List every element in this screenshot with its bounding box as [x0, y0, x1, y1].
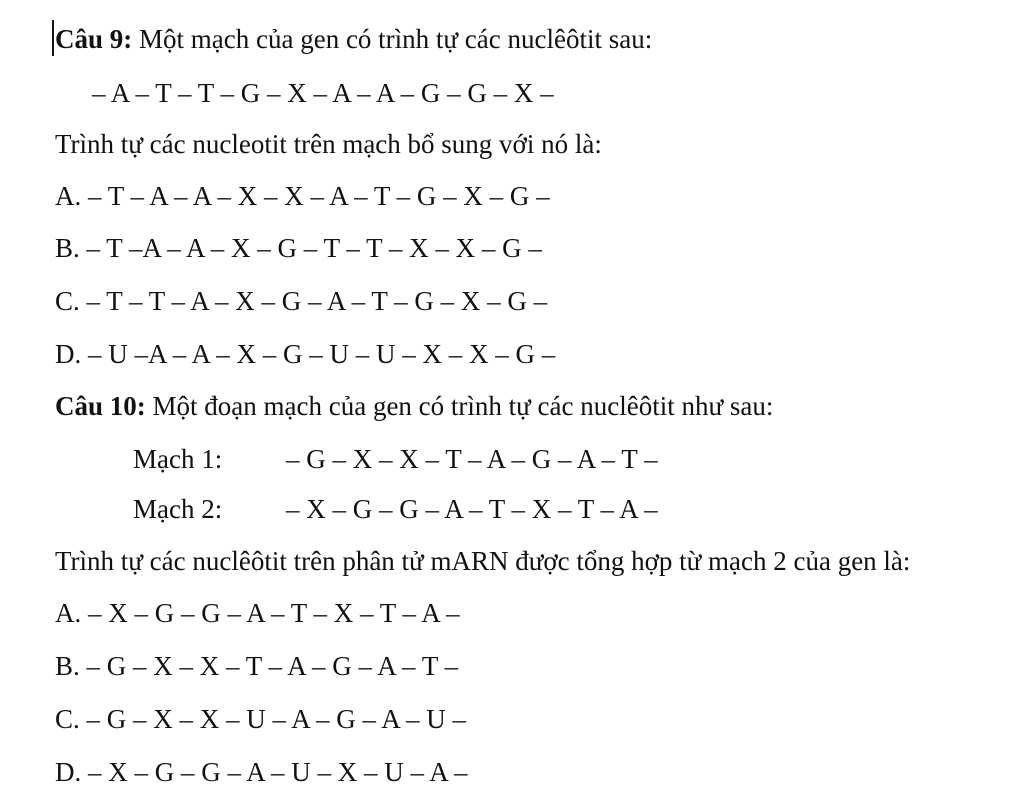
q10-option-c: C. – G – X – X – U – A – G – A – U – [55, 704, 467, 734]
q9-prompt: Một mạch của gen có trình tự các nuclêôtit sau: [132, 24, 653, 54]
q10-option-a: A. – X – G – G – A – T – X – T – A – [55, 598, 460, 628]
q9-option-d: D. – U –A – A – X – G – U – U – X – X – G – [55, 339, 556, 369]
q10-strand2-label: Mạch 2: [133, 494, 223, 524]
q10-heading [55, 393, 773, 420]
q10-strand1-sequence: – G – X – X – T – A – G – A – T – [286, 444, 658, 474]
q9-label: Câu 9: [55, 24, 133, 54]
q10-strand1-label: Mạch 1: [133, 444, 223, 474]
q9-option-c: C. – T – T – A – X – G – A – T – G – X – G – [55, 286, 548, 316]
q9-sequence: – A – T – T – G – X – A – A – G – G – X – [92, 78, 554, 108]
q9-heading [55, 26, 652, 53]
q10-option-d: D. – X – G – G – A – U – X – U – A – [55, 757, 468, 787]
text-cursor [52, 20, 54, 56]
q9-option-b: B. – T –A – A – X – G – T – T – X – X – G – [55, 233, 542, 263]
q10-strand2-sequence: – X – G – G – A – T – X – T – A – [286, 494, 658, 524]
q10-prompt: Một đoạn mạch của gen có trình tự các nuclêôtit như sau: [145, 391, 774, 421]
q10-label: Câu 10: [55, 391, 146, 421]
q9-option-a: A. – T – A – A – X – X – A – T – G – X – G – [55, 181, 550, 211]
q9-question: Trình tự các nucleotit trên mạch bổ sung với nó là: [55, 129, 602, 159]
q10-option-b: B. – G – X – X – T – A – G – A – T – [55, 651, 459, 681]
q10-question: Trình tự các nuclêôtit trên phân tử mARN được tổng hợp từ mạch 2 của gen là: [55, 546, 911, 576]
